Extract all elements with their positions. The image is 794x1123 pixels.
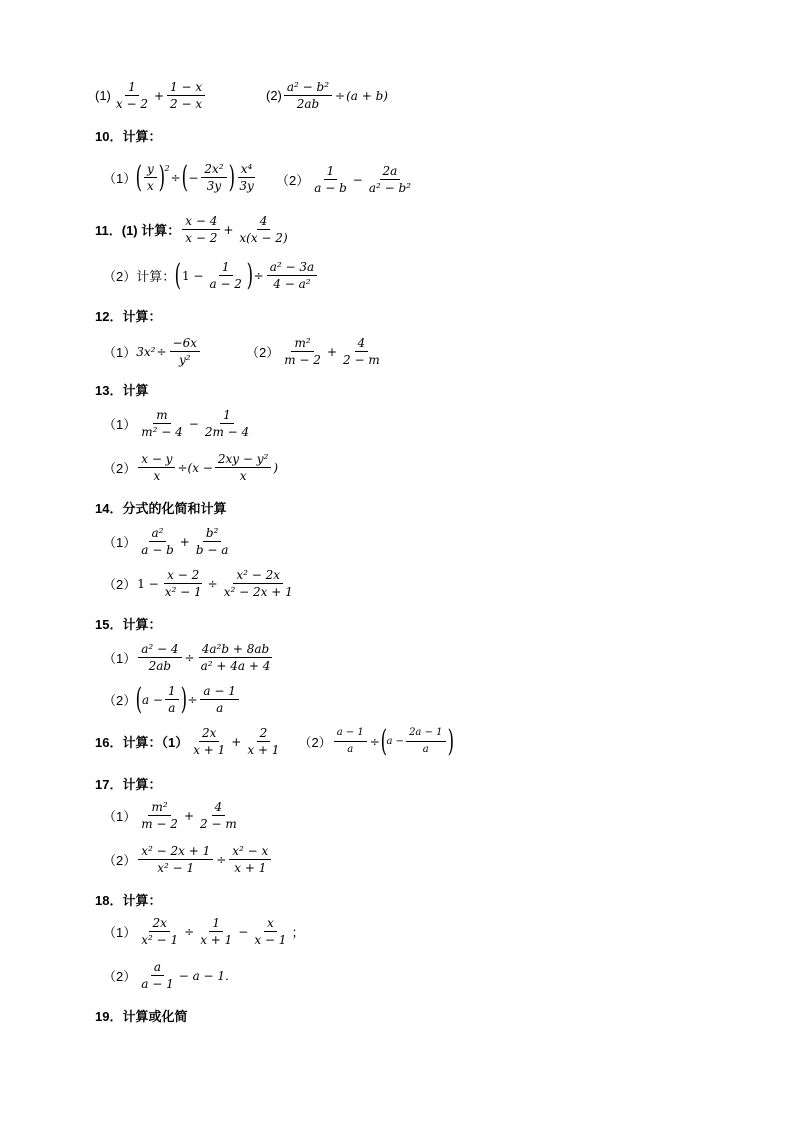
fraction: $\frac{4}{2 - m}$ <box>200 800 237 831</box>
left-paren: ( <box>380 723 387 759</box>
part-label: （1） <box>103 345 137 360</box>
expression: 1 − <box>181 268 204 283</box>
expression: 3x² <box>136 344 156 359</box>
part-label: （1） <box>103 651 137 666</box>
fraction: $\frac{4}{x(x - 2)}$ <box>239 214 288 245</box>
problem-16 <box>95 723 454 759</box>
part-label: （1） <box>103 535 137 550</box>
fraction: $\frac{a - 1}{a}$ <box>334 726 367 757</box>
fraction: $\frac{\text{2x²}}{3y}$ <box>201 162 226 193</box>
fraction: $\frac{\text{a² − b²}}{2ab}$ <box>284 80 332 111</box>
part-label: (2) <box>266 88 282 103</box>
expression: ) <box>273 460 278 475</box>
problem-13-part-1 <box>103 408 254 439</box>
fraction: $\frac{a - 1}{a}$ <box>200 684 238 715</box>
problem-9-part-1 <box>95 80 207 111</box>
fraction: $\frac{\text{m²}}{m - 2}$ <box>284 336 321 367</box>
operator: ÷ <box>156 344 167 359</box>
operator: − <box>188 170 199 185</box>
expression: 1 − <box>137 576 159 591</box>
problem-15-part-1 <box>103 642 275 673</box>
problem-14-part-1 <box>103 526 233 557</box>
left-paren: ( <box>174 257 182 293</box>
fraction: $\frac{1}{a}$ <box>165 684 179 715</box>
operator: + <box>183 808 194 823</box>
operator: + <box>231 734 242 749</box>
part-label: （1） <box>103 417 137 432</box>
right-paren: ) <box>180 681 187 717</box>
operator: − <box>238 924 249 939</box>
expression: − a − 1． <box>178 969 238 983</box>
fraction: $\frac{a}{a - 1}$ <box>141 960 174 991</box>
right-paren: ) <box>447 723 454 759</box>
fraction: $\frac{2a - 1}{a}$ <box>406 726 445 757</box>
part-label: （2） <box>276 173 310 188</box>
fraction: $\frac{\text{a² − 3a}}{\text{4 − a²}}$ <box>267 260 317 291</box>
expression: a − <box>141 692 163 707</box>
fraction: $\frac{2a}{\text{a² − b²}}$ <box>368 164 411 195</box>
fraction: $\frac{1}{2m - 4}$ <box>204 408 250 439</box>
operator: ÷ <box>170 170 181 185</box>
fraction: $\frac{m}{\text{m² − 4}}$ <box>141 408 183 439</box>
part-label: (1) <box>95 88 111 103</box>
problem-10-part-1 <box>103 159 259 195</box>
problem-13-part-2 <box>103 452 278 483</box>
part-label: （2）计算： <box>103 269 176 284</box>
operator: ÷ <box>184 650 195 665</box>
problem-14-part-2 <box>103 568 298 599</box>
operator: ÷ <box>184 924 195 939</box>
problem-15-heading: 15．计算： <box>95 617 162 632</box>
operator: + <box>153 88 165 103</box>
operator: + <box>223 222 234 237</box>
part-label: （2） <box>103 969 137 984</box>
left-paren: ( <box>135 159 143 195</box>
part-label: （2） <box>103 853 137 868</box>
fraction: $\frac{x}{x - 1}$ <box>254 916 287 947</box>
fraction: $\frac{4}{2 - m}$ <box>343 336 380 367</box>
fraction: $\frac{y}{x}$ <box>144 162 157 193</box>
problem-10-part-2 <box>276 164 416 195</box>
problem-18-heading: 18．计算： <box>95 893 162 908</box>
left-paren: ( <box>135 681 143 717</box>
problem-12-part-1 <box>103 336 202 367</box>
expression: (a + b) <box>346 88 388 103</box>
problem-15-part-2 <box>103 681 241 717</box>
right-paren: ) <box>228 159 235 195</box>
fraction: $\frac{\text{x⁴}}{3y}$ <box>239 162 254 193</box>
fraction: $\frac{2x}{x + 1}$ <box>193 726 226 757</box>
fraction: $\frac{\text{x² − x}}{x + 1}$ <box>229 844 271 875</box>
problem-10-heading: 10．计算： <box>95 129 162 144</box>
part-label: （2） <box>103 693 137 708</box>
problem-17-part-2 <box>103 844 273 875</box>
operator: + <box>326 344 337 359</box>
right-paren: ) <box>158 159 165 195</box>
part-label: （2） <box>103 461 137 476</box>
operator: − <box>352 172 363 187</box>
fraction: $\frac{x - 4}{x - 2}$ <box>182 214 220 245</box>
fraction: $\frac{\text{4a²b + 8ab}}{\text{a² + 4a + 4}}$ <box>200 642 271 673</box>
problem-11-part-1 <box>95 214 293 245</box>
problem-14-heading: 14．分式的化简和计算 <box>95 501 227 516</box>
fraction: $\frac{\text{a² − 4}}{2ab}$ <box>138 642 181 673</box>
fraction: $\frac{x - 2}{\text{x² − 1}}$ <box>164 568 202 599</box>
right-paren: ) <box>246 257 254 293</box>
fraction: $\frac{2x}{\text{x² − 1}}$ <box>141 916 179 947</box>
operator: ÷ <box>369 734 380 749</box>
operator: + <box>179 534 190 549</box>
fraction: $\frac{\text{2xy − y²}}{x}$ <box>215 452 271 483</box>
fraction: $\frac{1}{x + 1}$ <box>200 916 233 947</box>
part-label: （2） <box>246 345 280 360</box>
fraction: $\frac{2}{x + 1}$ <box>247 726 280 757</box>
part-label: （2） <box>103 577 137 592</box>
problem-18-part-2 <box>103 960 237 991</box>
problem-11-part-2 <box>103 257 319 293</box>
fraction: $\frac{\text{x² − 2x + 1}}{\text{x² − 1}}$ <box>138 844 213 875</box>
operator: ÷ <box>216 852 227 867</box>
part-label: （1） <box>103 925 137 940</box>
fraction: $\frac{1}{x - 2}$ <box>115 80 148 111</box>
exponent: 2 <box>164 164 170 173</box>
problem-12-heading: 12．计算： <box>95 309 162 324</box>
left-paren: ( <box>181 159 188 195</box>
operator: ÷ <box>335 88 346 103</box>
part-label: （1） <box>103 809 137 824</box>
expression: ÷(x − <box>177 460 213 475</box>
operator: ÷ <box>253 268 264 283</box>
problem-19-heading: 19．计算或化简 <box>95 1009 188 1024</box>
problem-13-heading: 13．计算 <box>95 383 149 398</box>
fraction: $\frac{1}{a - 2}$ <box>209 260 242 291</box>
problem-9-part-2 <box>266 80 388 111</box>
operator: ÷ <box>187 692 198 707</box>
part-label: （2） <box>298 735 332 750</box>
expression: a − <box>386 736 405 747</box>
operator: − <box>188 416 199 431</box>
problem-17-part-1 <box>103 800 242 831</box>
part-label: （1） <box>103 171 137 186</box>
operator: ÷ <box>207 576 218 591</box>
fraction: $\frac{1}{a - b}$ <box>314 164 347 195</box>
problem-17-heading: 17．计算： <box>95 777 162 792</box>
part-label: 16．计算：（1） <box>95 735 189 750</box>
part-label: 11．(1) 计算： <box>95 223 181 238</box>
fraction: $\frac{\text{m²}}{m - 2}$ <box>141 800 178 831</box>
fraction: $\frac{x - y}{x}$ <box>138 452 175 483</box>
problem-18-part-1 <box>103 916 304 947</box>
problem-12-part-2 <box>246 336 385 367</box>
fraction: $\frac{-6x}{\text{y²}}$ <box>170 336 200 367</box>
fraction: $\frac{\text{a²}}{a - b}$ <box>141 526 174 557</box>
fraction: $\frac{1 - x}{2 - x}$ <box>167 80 205 111</box>
fraction: $\frac{\text{x² − 2x}}{\text{x² − 2x + 1}}$ <box>223 568 293 599</box>
fraction: $\frac{\text{b²}}{b - a}$ <box>195 526 229 557</box>
punctuation: ； <box>291 925 305 940</box>
